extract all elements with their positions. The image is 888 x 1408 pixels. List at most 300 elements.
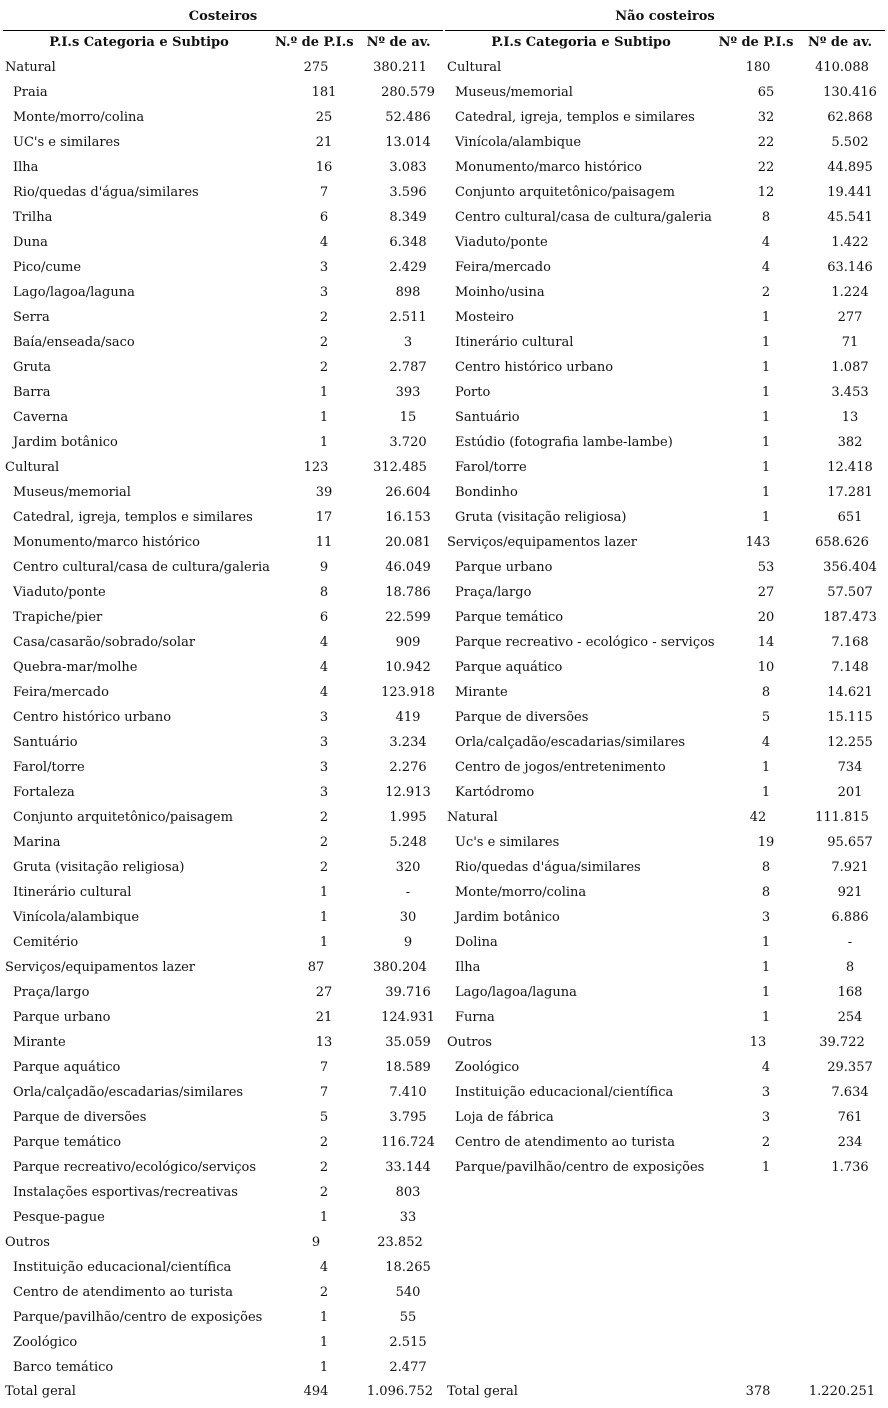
row-visits: 13.014 (385, 135, 431, 150)
row-name: Museus/memorial (455, 85, 573, 100)
row-name: Centro de atendimento ao turista (13, 1285, 233, 1300)
subtype-row (445, 430, 885, 455)
subtype-row (445, 780, 885, 805)
row-name: Viaduto/ponte (13, 585, 106, 600)
row-name: Parque de diversões (13, 1110, 147, 1125)
row-visits: 111.815 (815, 810, 869, 825)
subtype-row (3, 880, 443, 905)
row-visits: 62.868 (827, 110, 873, 125)
row-name: UC's e similares (13, 135, 120, 150)
row-count: 1 (761, 935, 771, 950)
row-count: 1 (761, 435, 771, 450)
row-name: Pico/cume (13, 260, 82, 275)
subtype-row (445, 305, 885, 330)
subtype-row (3, 380, 443, 405)
subtype-row (445, 280, 885, 305)
row-count: 1 (319, 1335, 329, 1350)
row-visits: 410.088 (815, 60, 869, 75)
row-visits: 2.276 (389, 760, 427, 775)
column-header-visits: Nº de av. (366, 35, 431, 50)
row-name: Caverna (13, 410, 69, 425)
subtype-row (445, 930, 885, 955)
total-label: Total geral (5, 1384, 76, 1399)
row-count: 2 (319, 860, 329, 875)
subtype-row (3, 655, 443, 680)
subtype-row (3, 1130, 443, 1155)
subtype-row (3, 1355, 443, 1380)
subtype-row (445, 630, 885, 655)
row-visits: 26.604 (385, 485, 431, 500)
row-visits: 380.204 (373, 960, 427, 975)
subtype-row (445, 880, 885, 905)
subtype-row (445, 455, 885, 480)
subtype-row (3, 1280, 443, 1305)
row-name: Dolina (455, 935, 498, 950)
subtype-row (3, 1055, 443, 1080)
row-count: 20 (757, 610, 775, 625)
row-visits: 45.541 (827, 210, 873, 225)
row-count: 2 (319, 310, 329, 325)
row-name: Parque de diversões (455, 710, 589, 725)
row-name: Farol/torre (455, 460, 527, 475)
row-count: 53 (757, 560, 775, 575)
row-visits: 5.502 (831, 135, 869, 150)
row-name: Mosteiro (455, 310, 514, 325)
row-name: Parque temático (13, 1135, 122, 1150)
row-visits: 13 (841, 410, 859, 425)
row-visits: 19.441 (827, 185, 873, 200)
row-visits: 14.621 (827, 685, 873, 700)
row-count: 1 (761, 410, 771, 425)
row-name: Fortaleza (13, 785, 75, 800)
subtype-row (3, 630, 443, 655)
row-count: 2 (319, 1285, 329, 1300)
row-visits: 30 (399, 910, 417, 925)
row-visits: 20.081 (385, 535, 431, 550)
row-count: 1 (761, 510, 771, 525)
row-visits: 540 (395, 1285, 421, 1300)
row-name: Parque recreativo/ecológico/serviços (13, 1160, 257, 1175)
row-name: Parque recreativo - ecológico - serviços (455, 635, 715, 650)
row-visits: 254 (837, 1010, 863, 1025)
row-count: 1 (319, 935, 329, 950)
row-count: 1 (319, 410, 329, 425)
subtype-row (3, 305, 443, 330)
row-visits: 2.515 (389, 1335, 427, 1350)
row-visits: 658.626 (815, 535, 869, 550)
row-count: 2 (319, 1160, 329, 1175)
row-visits: 280.579 (381, 85, 435, 100)
row-count: 4 (761, 235, 771, 250)
subtype-row (445, 980, 885, 1005)
row-name: Ilha (13, 160, 39, 175)
row-name: Bondinho (455, 485, 518, 500)
row-name: Marina (13, 835, 61, 850)
subtype-row (445, 580, 885, 605)
row-count: 1 (761, 360, 771, 375)
table-title: Não costeiros (615, 9, 715, 24)
category-row (445, 1030, 885, 1055)
row-name: Jardim botânico (455, 910, 560, 925)
row-name: Monumento/marco histórico (13, 535, 200, 550)
row-name: Gruta (visitação religiosa) (13, 860, 185, 875)
subtype-row (3, 105, 443, 130)
row-count: 1 (761, 985, 771, 1000)
subtype-row (445, 1130, 885, 1155)
row-name: Uc's e similares (455, 835, 560, 850)
subtype-row (445, 155, 885, 180)
row-name: Parque temático (455, 610, 564, 625)
row-visits: - (847, 935, 853, 950)
row-visits: 12.255 (827, 735, 873, 750)
column-header-visits: Nº de av. (808, 35, 872, 50)
row-name: Jardim botânico (13, 435, 118, 450)
row-count: 1 (761, 1010, 771, 1025)
subtype-row (3, 1005, 443, 1030)
subtype-row (3, 805, 443, 830)
row-visits: 7.921 (831, 860, 869, 875)
subtype-row (3, 580, 443, 605)
subtype-row (445, 755, 885, 780)
row-name: Parque aquático (13, 1060, 121, 1075)
row-visits: 2.787 (389, 360, 427, 375)
row-visits: 44.895 (827, 160, 873, 175)
row-name: Instituição educacional/científica (13, 1260, 232, 1275)
row-visits: 18.265 (385, 1260, 431, 1275)
row-count: 3 (319, 285, 329, 300)
table-body (445, 55, 885, 1180)
subtype-row (445, 680, 885, 705)
row-name: Lago/lagoa/laguna (455, 985, 577, 1000)
row-count: 180 (745, 60, 771, 75)
row-visits: 909 (395, 635, 421, 650)
row-name: Moinho/usina (455, 285, 545, 300)
row-count: 4 (319, 635, 329, 650)
row-name: Gruta (13, 360, 51, 375)
subtype-row (3, 830, 443, 855)
row-count: 4 (761, 260, 771, 275)
subtype-row (3, 1155, 443, 1180)
row-visits: 12.913 (385, 785, 431, 800)
row-name: Monte/morro/colina (455, 885, 587, 900)
row-name: Barra (13, 385, 51, 400)
row-name: Parque aquático (455, 660, 563, 675)
row-name: Orla/calçadão/escadarias/similares (455, 735, 686, 750)
row-count: 4 (319, 660, 329, 675)
row-name: Conjunto arquitetônico/paisagem (13, 810, 233, 825)
row-count: 3 (319, 760, 329, 775)
column-header-name: P.I.s Categoria e Subtipo (491, 35, 671, 50)
row-visits: 18.786 (385, 585, 431, 600)
row-name: Mirante (455, 685, 508, 700)
row-count: 9 (311, 1235, 321, 1250)
row-name: Trapiche/pier (13, 610, 103, 625)
row-name: Natural (5, 60, 56, 75)
subtype-row (3, 1255, 443, 1280)
row-name: Pesque-pague (13, 1210, 105, 1225)
row-count: 10 (757, 660, 775, 675)
total-visits: 1.096.752 (366, 1384, 434, 1399)
row-name: Feira/mercado (455, 260, 551, 275)
category-row (445, 530, 885, 555)
row-visits: 2.477 (389, 1360, 427, 1375)
nao-costeiros-table (445, 0, 885, 1399)
table-title: Costeiros (188, 9, 258, 24)
row-name: Lago/lagoa/laguna (13, 285, 135, 300)
category-row (3, 1230, 443, 1255)
row-count: 2 (761, 285, 771, 300)
row-visits: 33 (399, 1210, 417, 1225)
subtype-row (3, 155, 443, 180)
subtype-row (3, 705, 443, 730)
row-name: Porto (455, 385, 491, 400)
subtype-row (445, 905, 885, 930)
row-count: 1 (761, 785, 771, 800)
row-count: 4 (761, 1060, 771, 1075)
row-count: 2 (319, 835, 329, 850)
category-row (445, 55, 885, 80)
subtype-row (3, 330, 443, 355)
subtype-row (3, 280, 443, 305)
row-count: 2 (319, 1185, 329, 1200)
row-visits: 63.146 (827, 260, 873, 275)
row-count: 2 (319, 360, 329, 375)
row-name: Vinícola/alambique (13, 910, 140, 925)
row-name: Serviços/equipamentos lazer (447, 535, 638, 550)
row-count: 3 (319, 710, 329, 725)
subtype-row (3, 930, 443, 955)
row-name: Barco temático (13, 1360, 114, 1375)
total-label: Total geral (447, 1384, 518, 1399)
row-count: 1 (761, 310, 771, 325)
row-name: Orla/calçadão/escadarias/similares (13, 1085, 244, 1100)
row-visits: 3.453 (831, 385, 869, 400)
row-count: 39 (315, 485, 333, 500)
row-count: 25 (315, 110, 333, 125)
total-count: 494 (303, 1384, 329, 1399)
row-count: 3 (319, 260, 329, 275)
row-visits: 95.657 (827, 835, 873, 850)
row-visits: 201 (837, 785, 863, 800)
row-visits: 2.511 (389, 310, 427, 325)
row-visits: 35.059 (385, 1035, 431, 1050)
row-name: Furna (455, 1010, 495, 1025)
subtype-row (445, 830, 885, 855)
row-count: 1 (319, 1210, 329, 1225)
subtype-row (445, 505, 885, 530)
row-name: Instalações esportivas/recreativas (13, 1185, 238, 1200)
row-name: Museus/memorial (13, 485, 131, 500)
row-visits: 55 (399, 1310, 417, 1325)
row-name: Trilha (13, 210, 53, 225)
row-count: 8 (761, 860, 771, 875)
row-visits: 761 (837, 1110, 863, 1125)
row-count: 143 (745, 535, 771, 550)
subtype-row (3, 1330, 443, 1355)
subtype-row (3, 405, 443, 430)
subtype-row (3, 1105, 443, 1130)
row-count: 7 (319, 1060, 329, 1075)
row-name: Praça/largo (13, 985, 90, 1000)
subtype-row (445, 955, 885, 980)
row-count: 12 (757, 185, 775, 200)
row-visits: 15.115 (827, 710, 873, 725)
subtype-row (445, 655, 885, 680)
row-name: Natural (447, 810, 498, 825)
row-name: Loja de fábrica (455, 1110, 554, 1125)
row-visits: 46.049 (385, 560, 431, 575)
row-visits: 734 (837, 760, 863, 775)
row-count: 2 (319, 335, 329, 350)
row-name: Parque/pavilhão/centro de exposições (455, 1160, 705, 1175)
column-header-name: P.I.s Categoria e Subtipo (49, 35, 229, 50)
row-name: Viaduto/ponte (455, 235, 548, 250)
row-count: 8 (761, 685, 771, 700)
row-visits: 3.234 (389, 735, 427, 750)
row-count: 13 (749, 1035, 767, 1050)
subtype-row (445, 1055, 885, 1080)
row-visits: 8 (845, 960, 855, 975)
subtype-row (445, 330, 885, 355)
row-visits: 1.422 (831, 235, 869, 250)
row-count: 22 (757, 160, 775, 175)
row-name: Quebra-mar/molhe (13, 660, 138, 675)
subtype-row (3, 905, 443, 930)
subtype-row (3, 1180, 443, 1205)
subtype-row (3, 980, 443, 1005)
row-count: 42 (749, 810, 767, 825)
row-visits: 130.416 (823, 85, 877, 100)
row-name: Parque urbano (13, 1010, 111, 1025)
table-header-row (3, 31, 443, 55)
subtype-row (3, 505, 443, 530)
row-count: 4 (319, 685, 329, 700)
row-visits: 23.852 (377, 1235, 423, 1250)
row-name: Centro de atendimento ao turista (455, 1135, 675, 1150)
row-count: 7 (319, 185, 329, 200)
row-count: 21 (315, 1010, 333, 1025)
row-name: Farol/torre (13, 760, 85, 775)
row-visits: 898 (395, 285, 421, 300)
row-name: Outros (5, 1235, 50, 1250)
row-visits: 382 (837, 435, 863, 450)
subtype-row (445, 180, 885, 205)
subtype-row (445, 555, 885, 580)
subtype-row (445, 405, 885, 430)
subtype-row (445, 855, 885, 880)
row-name: Catedral, igreja, templos e similares (455, 110, 695, 125)
row-visits: 803 (395, 1185, 421, 1200)
subtype-row (445, 1005, 885, 1030)
row-visits: 3.083 (389, 160, 427, 175)
subtype-row (3, 80, 443, 105)
row-visits: 15 (399, 410, 417, 425)
row-visits: 1.736 (831, 1160, 869, 1175)
subtype-row (445, 105, 885, 130)
row-name: Zoológico (13, 1335, 78, 1350)
row-visits: 9 (403, 935, 413, 950)
row-count: 14 (757, 635, 775, 650)
category-row (445, 805, 885, 830)
table-header-row (445, 31, 885, 55)
total-row (445, 1379, 885, 1404)
table-body (3, 55, 443, 1380)
row-count: 21 (315, 135, 333, 150)
row-count: 11 (315, 535, 333, 550)
row-visits: 1.087 (831, 360, 869, 375)
row-count: 3 (319, 785, 329, 800)
row-name: Santuário (13, 735, 78, 750)
row-name: Casa/casarão/sobrado/solar (13, 635, 196, 650)
row-name: Conjunto arquitetônico/paisagem (455, 185, 675, 200)
subtype-row (3, 355, 443, 380)
category-row (3, 55, 443, 80)
subtype-row (445, 130, 885, 155)
row-name: Centro histórico urbano (455, 360, 614, 375)
row-count: 1 (319, 910, 329, 925)
row-name: Baía/enseada/saco (13, 335, 135, 350)
row-count: 8 (761, 885, 771, 900)
row-count: 9 (319, 560, 329, 575)
row-visits: 419 (395, 710, 421, 725)
row-visits: 57.507 (827, 585, 873, 600)
subtype-row (445, 355, 885, 380)
row-count: 1 (319, 385, 329, 400)
row-visits: 123.918 (381, 685, 435, 700)
subtype-row (445, 730, 885, 755)
subtype-row (445, 205, 885, 230)
row-visits: 2.429 (389, 260, 427, 275)
row-name: Monumento/marco histórico (455, 160, 642, 175)
row-count: 1 (319, 1360, 329, 1375)
row-visits: 7.410 (389, 1085, 427, 1100)
row-count: 1 (319, 1310, 329, 1325)
row-name: Catedral, igreja, templos e similares (13, 510, 253, 525)
row-name: Parque/pavilhão/centro de exposições (13, 1310, 263, 1325)
row-count: 1 (761, 760, 771, 775)
row-count: 275 (303, 60, 329, 75)
subtype-row (3, 1030, 443, 1055)
row-count: 22 (757, 135, 775, 150)
subtype-row (3, 530, 443, 555)
row-count: 3 (319, 735, 329, 750)
column-header-count: N.º de P.I.s (275, 35, 354, 50)
subtype-row (445, 230, 885, 255)
row-visits: 1.995 (389, 810, 427, 825)
row-name: Centro cultural/casa de cultura/galeria (455, 210, 712, 225)
row-name: Centro de jogos/entretenimento (455, 760, 666, 775)
row-name: Rio/quedas d'água/similares (455, 860, 641, 875)
row-visits: 356.404 (823, 560, 877, 575)
row-visits: 3.720 (389, 435, 427, 450)
row-visits: 39.722 (819, 1035, 865, 1050)
row-name: Estúdio (fotografia lambe-lambe) (455, 435, 673, 450)
row-count: 1 (319, 435, 329, 450)
total-visits: 1.220.251 (808, 1384, 876, 1399)
row-visits: 7.634 (831, 1085, 869, 1100)
row-visits: 18.589 (385, 1060, 431, 1075)
row-count: 4 (319, 235, 329, 250)
row-name: Zoológico (455, 1060, 520, 1075)
row-count: 2 (319, 810, 329, 825)
subtype-row (3, 555, 443, 580)
row-name: Instituição educacional/científica (455, 1085, 674, 1100)
row-count: 65 (757, 85, 775, 100)
row-name: Parque urbano (455, 560, 553, 575)
row-count: 181 (311, 85, 337, 100)
subtype-row (3, 755, 443, 780)
row-count: 19 (757, 835, 775, 850)
